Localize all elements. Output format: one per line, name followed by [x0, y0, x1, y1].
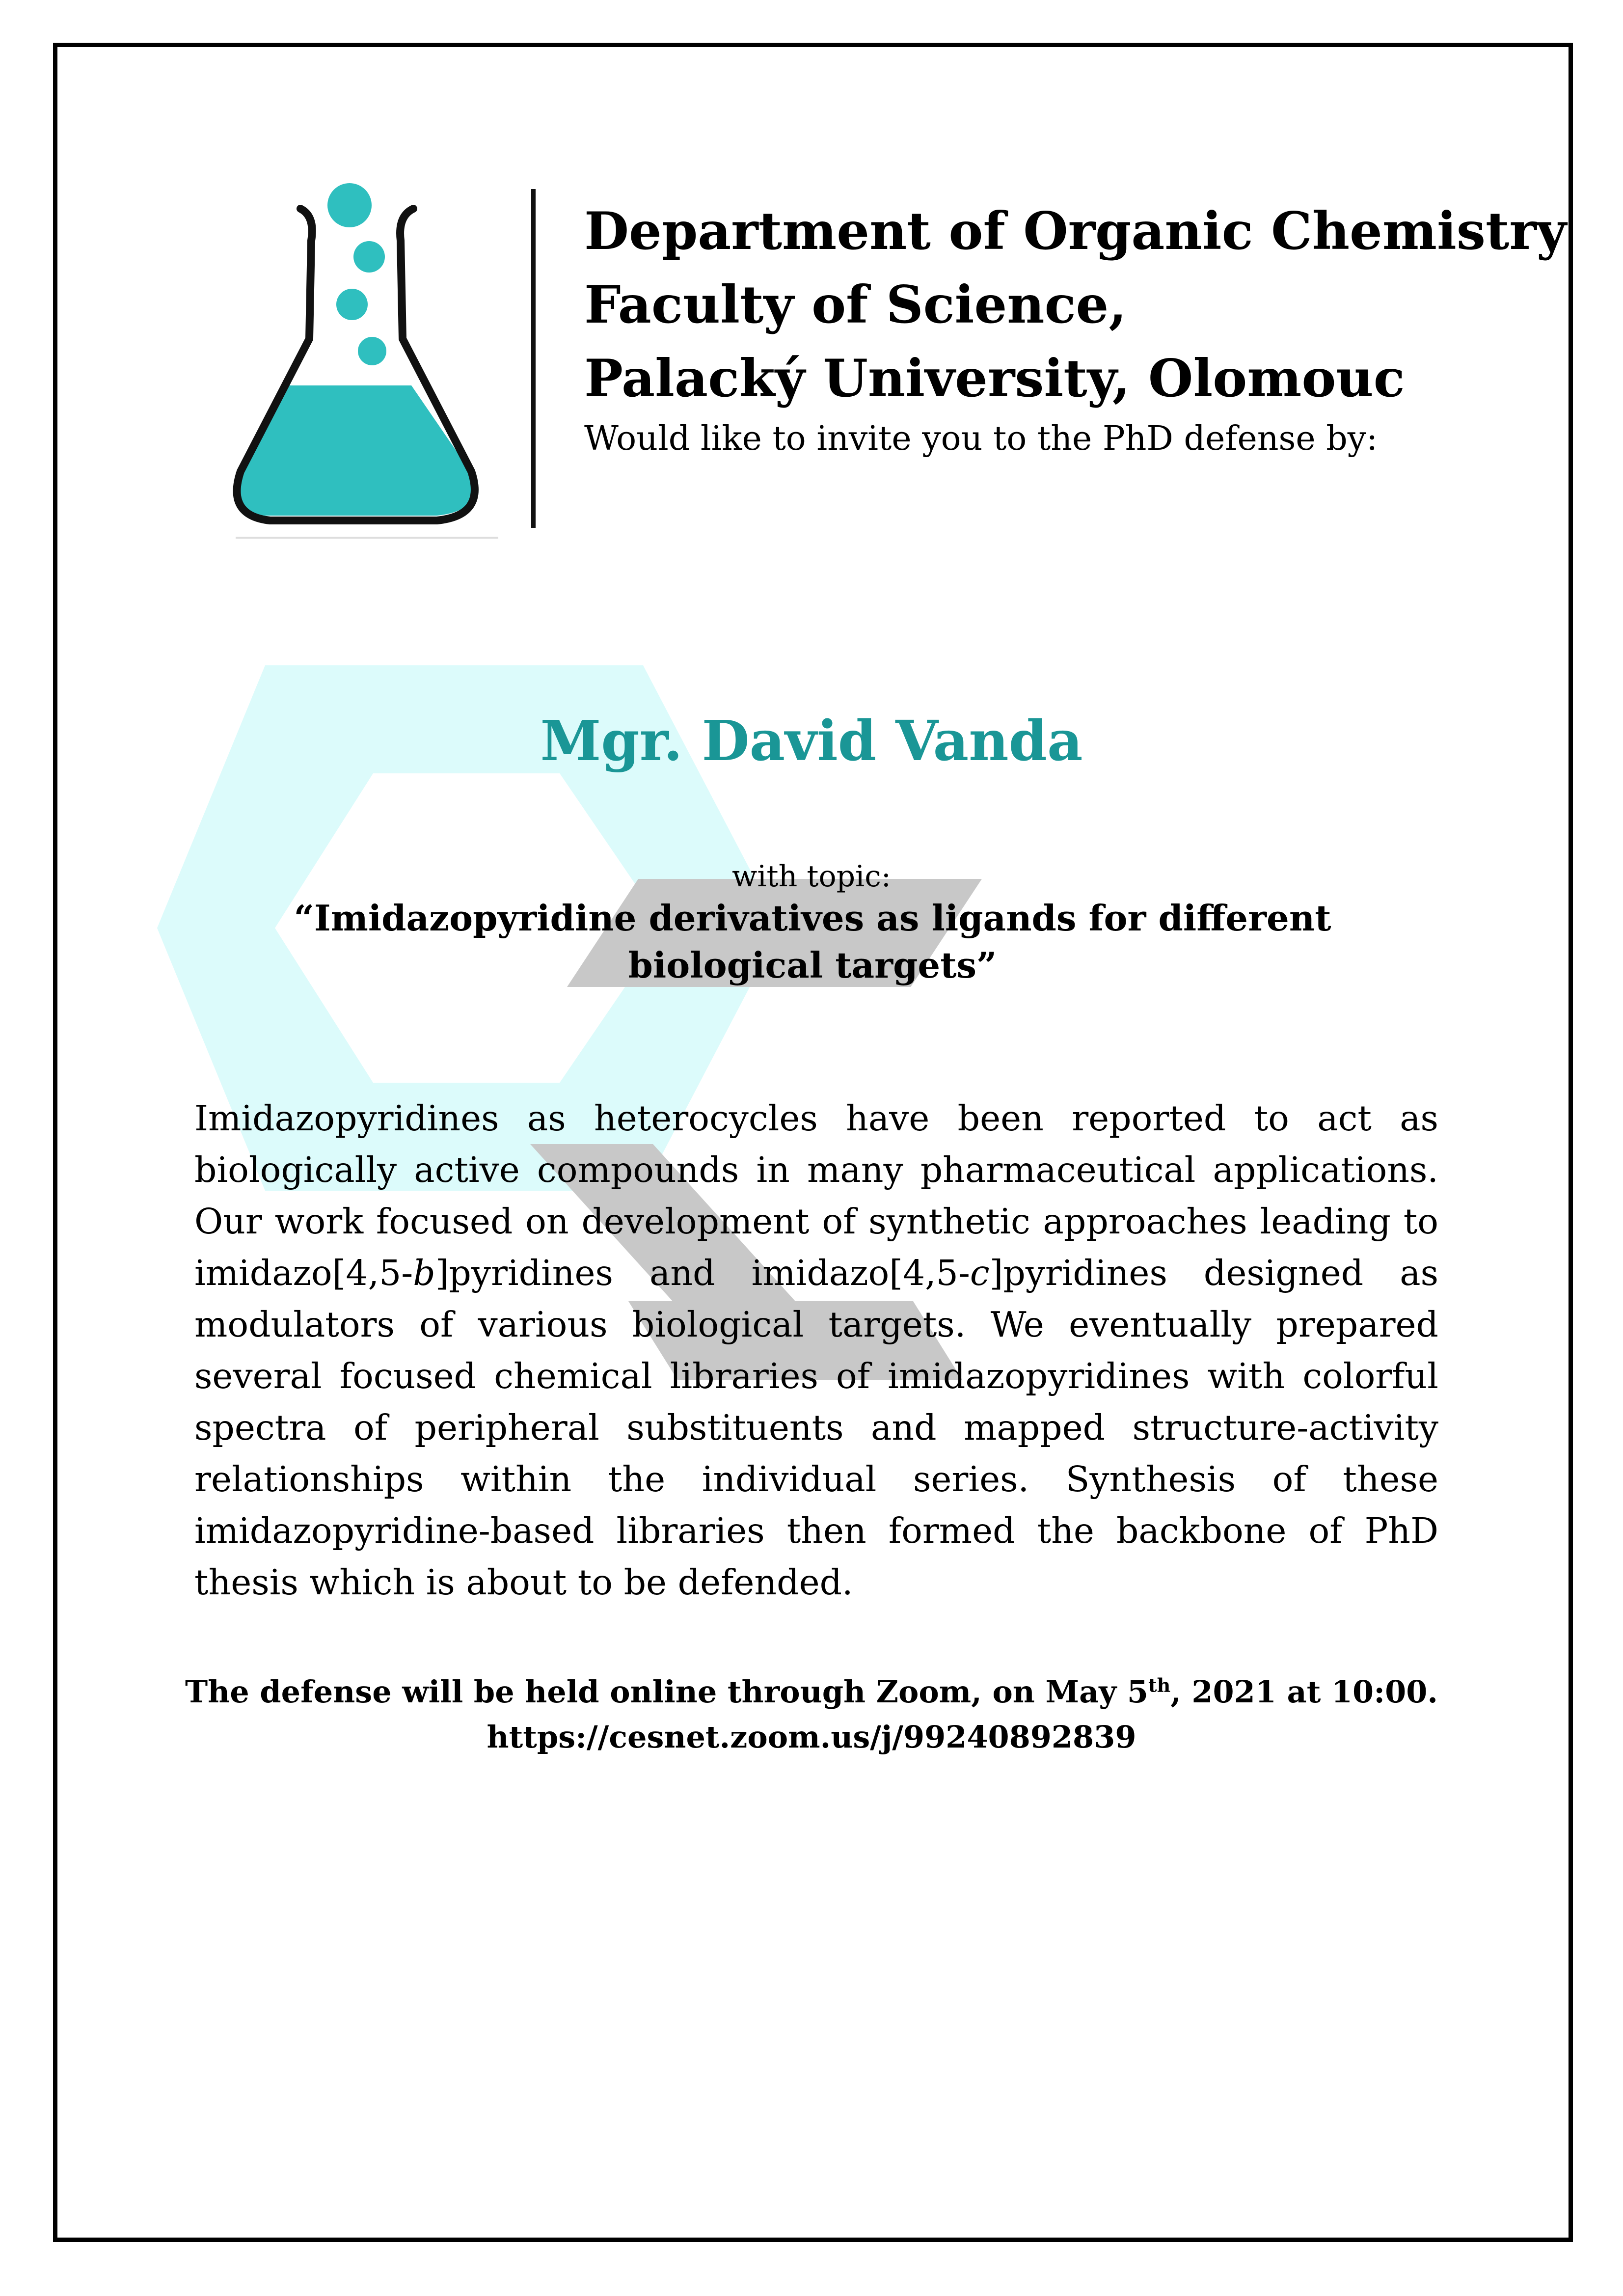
candidate-name: Mgr. David Vanda — [540, 709, 1083, 773]
bubble-small — [336, 289, 368, 320]
bubble-medium — [353, 241, 385, 273]
flask-icon — [231, 177, 506, 550]
defense-text-before: The defense will be held online through Zoom, on May 5 — [185, 1674, 1149, 1710]
bubble-large — [327, 183, 372, 227]
abstract-paragraph — [194, 1093, 1438, 1608]
bubble-tiny — [358, 337, 386, 365]
department-title: Department of Organic Chemistry — [584, 200, 1567, 261]
abstract-part-1: Imidazopyridines as heterocycles have been reported to act as biologically active compounds in many pharmaceutical applications. Our work focused on development of synthetic approaches leading to imidazo[4,5- — [194, 1098, 1438, 1293]
university-title: Palacký University, Olomouc — [584, 348, 1405, 409]
defense-date-superscript: th — [1148, 1674, 1171, 1696]
topic-label: with topic: — [731, 859, 892, 894]
topic-title-text: Imidazopyridine derivatives as ligands for different biological targets — [314, 897, 1331, 986]
header-divider — [531, 189, 536, 528]
faculty-title: Faculty of Science, — [584, 274, 1127, 335]
abstract-part-2: ]pyridines and imidazo[4,5- — [435, 1253, 970, 1293]
header — [584, 194, 1567, 461]
zoom-link[interactable]: https://cesnet.zoom.us/j/99240892839 — [487, 1719, 1136, 1755]
topic-close-quote: ” — [976, 944, 997, 986]
abstract-italic-c: c — [970, 1253, 990, 1293]
defense-text-after: , 2021 at 10:00. — [1170, 1674, 1438, 1710]
invitation-text: Would like to invite you to the PhD defense by: — [584, 419, 1378, 458]
defense-info — [0, 1669, 1623, 1760]
defense-date-line — [0, 1669, 1623, 1715]
abstract-part-3: ]pyridines designed as modulators of various biological targets. We eventually prepared several focused chemical libraries of imidazopyridines with colorful spectra of peripheral substituents and mapped structure-activity relationships within the individual series. Synthesis of these imidazopyridine-based libraries then formed the backbone of PhD thesis which is about to be defended. — [194, 1253, 1439, 1603]
topic-open-quote: “ — [294, 897, 314, 939]
abstract-italic-b: b — [413, 1253, 435, 1293]
topic-title — [245, 895, 1380, 989]
